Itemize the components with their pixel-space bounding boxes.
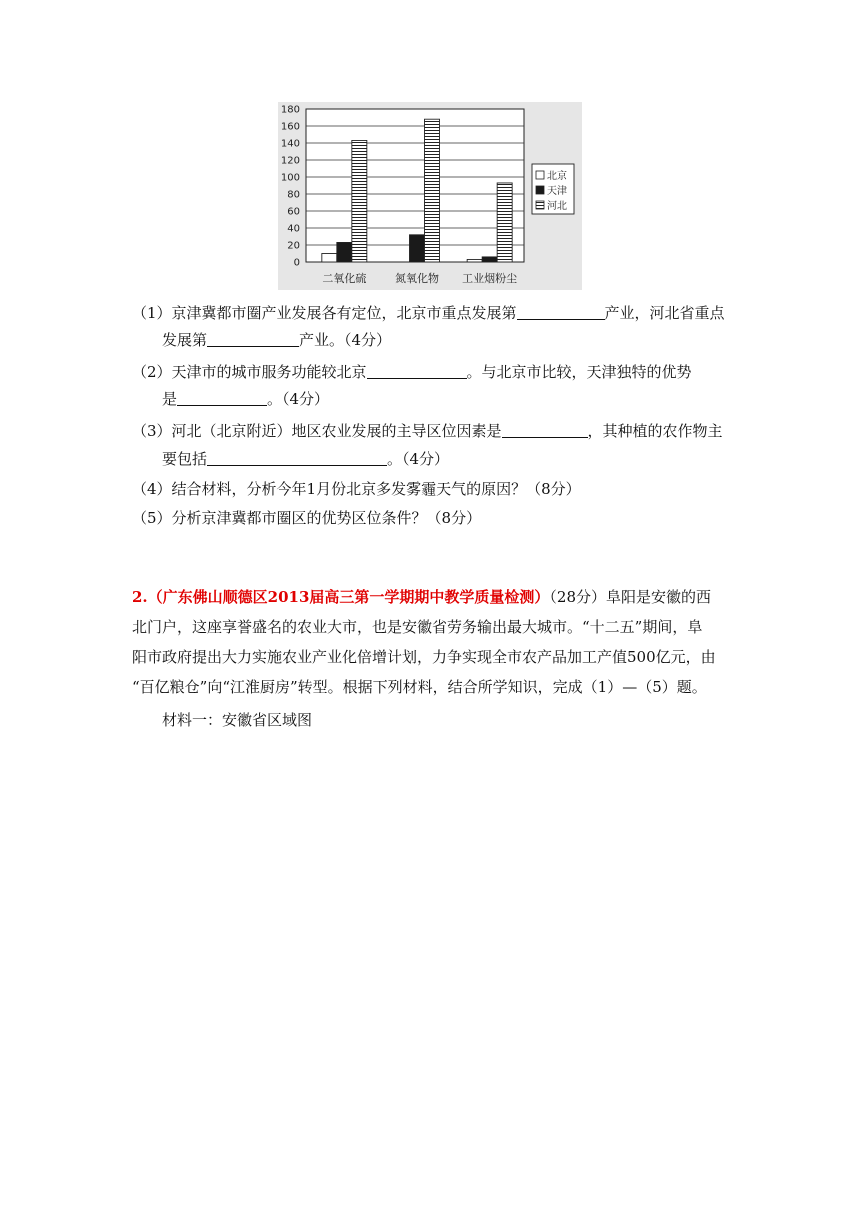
question-3-line-1 (132, 423, 723, 439)
y-tick-label: 160 (280, 121, 300, 133)
y-tick-label: 80 (287, 189, 300, 201)
question-4 (132, 482, 581, 497)
x-tick-label: 氮氧化物 (395, 272, 439, 285)
chart-svg (278, 102, 582, 290)
y-tick-label: 140 (280, 138, 300, 150)
question-text: （3）河北（北京附近）地区农业发展的主导区位因素是 (132, 422, 502, 440)
x-tick-label: 二氧化硫 (322, 272, 367, 285)
legend-label: 天津 (547, 186, 567, 197)
answer-blank[interactable] (207, 332, 299, 347)
section2-line-3: 阳市政府提出大力实施农业产业化倍增计划，力争实现全市农产品加工产值500亿元，由 (132, 648, 716, 666)
question-1-line-1 (132, 305, 725, 321)
answer-blank[interactable] (367, 364, 467, 379)
question-5 (132, 511, 481, 526)
legend-swatch (536, 186, 544, 194)
question-text: 。（4分） (267, 390, 330, 408)
y-tick-label: 120 (280, 155, 300, 167)
question-3-line-2 (162, 451, 449, 467)
y-tick-label: 20 (287, 240, 300, 252)
question-text: 发展第 (162, 331, 208, 349)
bar-河北-工业烟粉尘 (497, 183, 512, 262)
y-tick-label: 100 (280, 172, 300, 184)
bar-天津-二氧化硫 (337, 242, 352, 262)
legend-label: 北京 (547, 171, 567, 182)
question-text: 产业。（4分） (299, 331, 392, 349)
question-2-line-2 (162, 391, 329, 407)
question-text: 产业，河北省重点 (604, 304, 725, 322)
question-text: （1）京津冀都市圈产业发展各有定位，北京市重点发展第 (132, 304, 517, 322)
y-tick-label: 0 (293, 257, 300, 269)
paragraph-text: （28分）阜阳是安徽的西 (549, 588, 712, 606)
section2-line-1 (132, 586, 711, 607)
question-source: 2.（广东佛山顺德区2013届高三第一学期期中教学质量检测） (132, 588, 550, 606)
question-1-line-2 (162, 332, 391, 348)
answer-blank[interactable] (517, 305, 605, 320)
question-text: 。与北京市比较，天津独特的优势 (466, 363, 692, 381)
bar-天津-氮氧化物 (410, 235, 425, 262)
legend-swatch (536, 201, 544, 209)
y-tick-label: 60 (287, 206, 300, 218)
question-text: （2）天津市的城市服务功能较北京 (132, 363, 367, 381)
legend-label: 河北 (547, 201, 567, 212)
bar-河北-氮氧化物 (425, 119, 440, 262)
question-text: （4）结合材料，分析今年1月份北京多发雾霾天气的原因？（8分） (132, 480, 581, 498)
bar-天津-工业烟粉尘 (482, 257, 497, 262)
emission-bar-chart (278, 102, 582, 290)
section2-line-4: “百亿粮仓”向“江淮厨房”转型。根据下列材料，结合所学知识，完成（1）—（5）题。 (132, 678, 707, 696)
bar-河北-二氧化硫 (352, 140, 367, 262)
bar-北京-工业烟粉尘 (467, 259, 482, 262)
legend-swatch (536, 171, 544, 179)
answer-blank[interactable] (207, 451, 387, 466)
section2-line-2: 北门户，这座享誉盛名的农业大市，也是安徽省劳务输出最大城市。“十二五”期间，阜 (132, 618, 703, 636)
answer-blank[interactable] (177, 391, 267, 406)
y-tick-label: 180 (280, 104, 300, 116)
question-text: 要包括 (162, 450, 208, 468)
question-text: （5）分析京津冀都市圈区的优势区位条件？（8分） (132, 509, 482, 527)
question-text: 。（4分） (387, 450, 450, 468)
material-1-caption: 材料一：安徽省区域图 (162, 711, 313, 729)
question-2-line-1 (132, 364, 692, 380)
answer-blank[interactable] (502, 423, 588, 438)
question-text: ，其种植的农作物主 (587, 422, 723, 440)
bar-北京-二氧化硫 (322, 254, 337, 263)
x-tick-label: 工业烟粉尘 (462, 272, 518, 285)
y-tick-label: 40 (287, 223, 300, 235)
question-text: 是 (162, 390, 178, 408)
